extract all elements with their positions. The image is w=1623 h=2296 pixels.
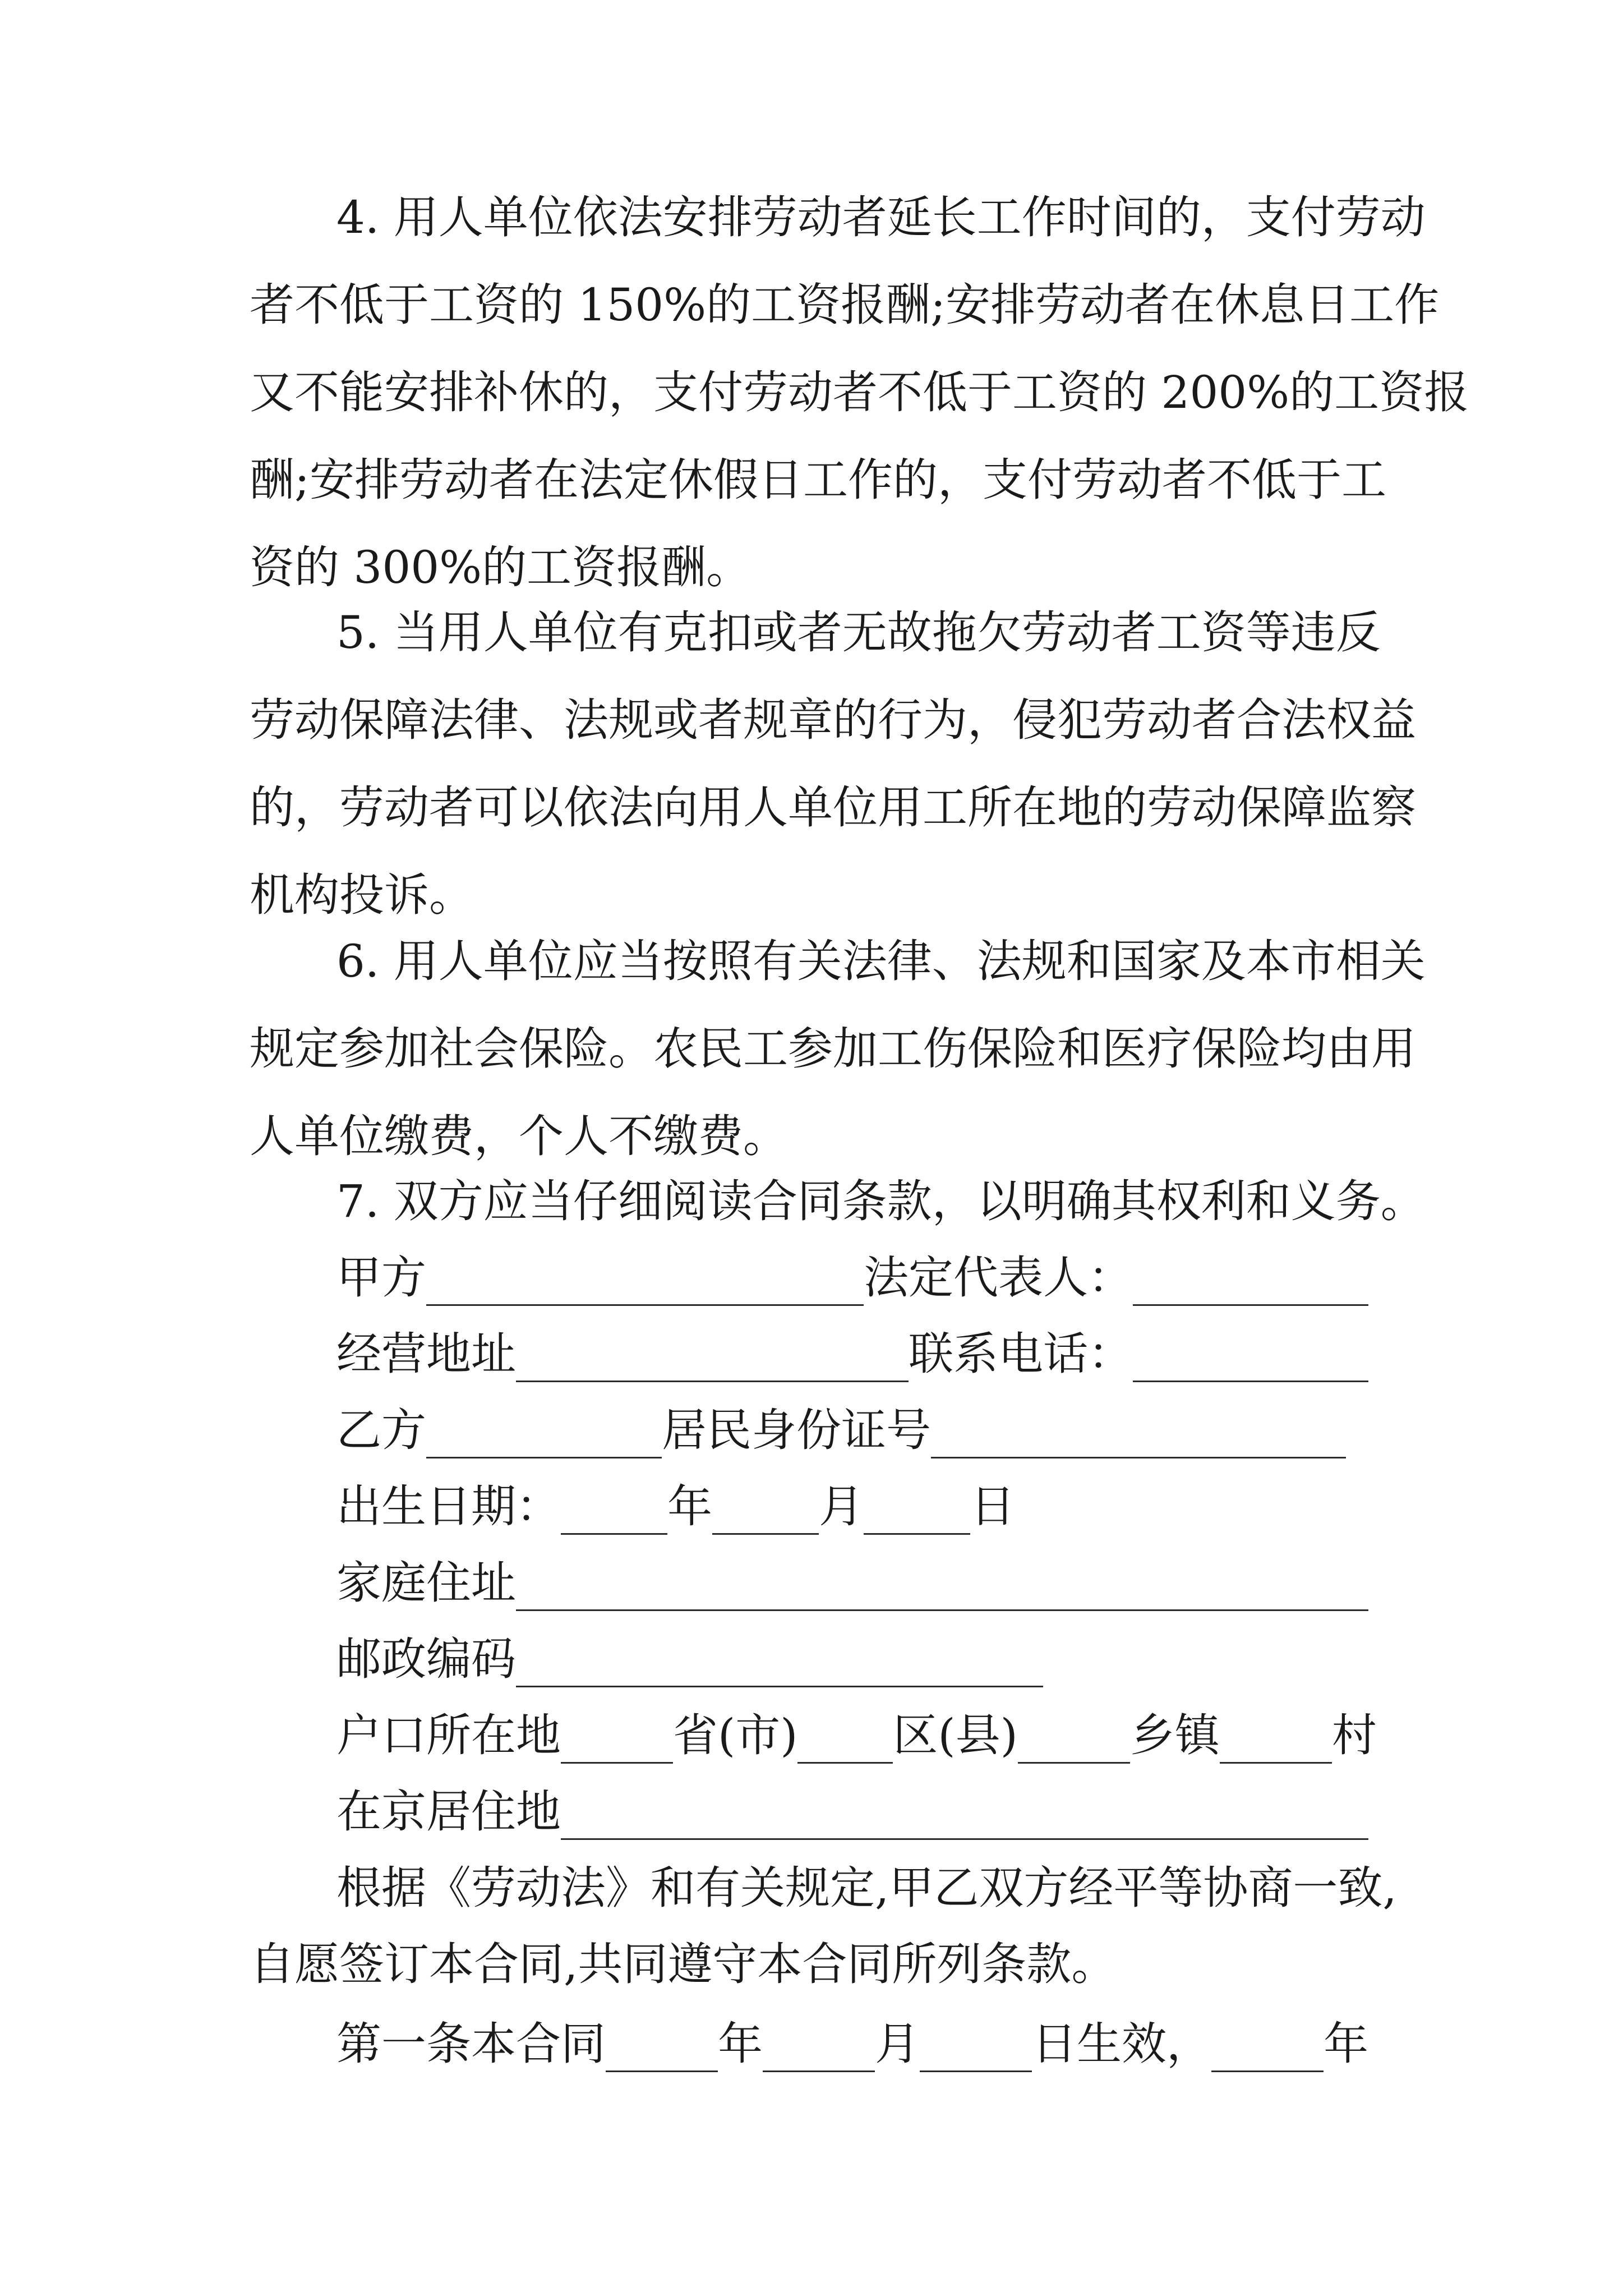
preamble-text-2: 自愿签订本合同,共同遵守本合同所列条款。 — [250, 1938, 1117, 1990]
article-1-month-label: 月 — [875, 2018, 920, 2070]
clause-6-text-2: 规定参加社会保险。农民工参加工伤保险和医疗保险均由用 — [250, 1023, 1416, 1075]
article-1-year-label: 年 — [718, 2018, 763, 2070]
clause-6-line-3 — [250, 1108, 788, 1165]
clause-4-text-1: 4. 用人单位依法安排劳动者延长工作时间的，支付劳动 — [336, 191, 1426, 243]
party-a-blank[interactable] — [426, 1258, 864, 1306]
clause-6-text-1: 6. 用人单位应当按照有关法律、法规和国家及本市相关 — [336, 935, 1426, 987]
birth-year-label: 年 — [667, 1480, 712, 1533]
district-label: 区(县) — [893, 1709, 1018, 1761]
preamble-line-2 — [250, 1936, 1116, 1993]
phone-label: 联系电话： — [909, 1328, 1133, 1380]
province-label: 省(市) — [673, 1709, 798, 1761]
article-1-month-blank[interactable] — [763, 2024, 875, 2072]
clause-4-line-1 — [336, 190, 1426, 246]
preamble-text-1: 根据《劳动法》和有关规定,甲乙双方经平等协商一致, — [336, 1862, 1397, 1914]
village-blank[interactable] — [1220, 1716, 1332, 1764]
form-row-birth-date — [336, 1479, 1015, 1535]
business-address-blank[interactable] — [516, 1335, 909, 1382]
form-row-beijing-residence — [336, 1784, 1368, 1840]
village-label: 村 — [1331, 1709, 1377, 1761]
party-a-label: 甲方 — [336, 1251, 426, 1304]
postal-code-label: 邮政编码 — [336, 1633, 516, 1685]
clause-4-text-5: 资的 300%的工资报酬。 — [250, 541, 751, 593]
clause-4-line-5 — [250, 540, 751, 596]
form-row-business-address — [336, 1326, 1368, 1382]
clause-4-text-2: 者不低于工资的 150%的工资报酬;安排劳动者在休息日工作 — [250, 279, 1440, 331]
business-address-label: 经营地址 — [336, 1328, 516, 1380]
birth-month-blank[interactable] — [712, 1487, 819, 1535]
clause-5-text-3: 的，劳动者可以依法向用人单位用工所在地的劳动保障监察 — [250, 781, 1416, 834]
home-address-blank[interactable] — [516, 1563, 1368, 1611]
form-row-party-b — [336, 1402, 1346, 1458]
clause-4-text-3: 又不能安排补休的，支付劳动者不低于工资的 200%的工资报 — [250, 366, 1469, 418]
preamble-line-1 — [336, 1860, 1397, 1916]
article-1-line-1 — [336, 2016, 1368, 2072]
clause-5-line-4 — [250, 867, 474, 923]
legal-rep-blank[interactable] — [1133, 1258, 1368, 1306]
birth-day-label: 日 — [970, 1480, 1015, 1533]
id-number-label: 居民身份证号 — [662, 1404, 931, 1456]
clause-4-line-3 — [250, 365, 1469, 421]
clause-6-line-2 — [250, 1021, 1416, 1077]
birth-date-label: 出生日期： — [336, 1480, 561, 1533]
clause-5-text-2: 劳动保障法律、法规或者规章的行为，侵犯劳动者合法权益 — [250, 694, 1416, 746]
clause-4-line-4 — [250, 452, 1386, 508]
clause-5-text-1: 5. 当用人单位有克扣或者无故拖欠劳动者工资等违反 — [336, 606, 1381, 659]
birth-year-blank[interactable] — [561, 1487, 667, 1535]
article-1-year2-blank[interactable] — [1211, 2024, 1324, 2072]
party-b-label: 乙方 — [336, 1404, 426, 1456]
province-blank[interactable] — [561, 1716, 673, 1764]
phone-blank[interactable] — [1133, 1335, 1368, 1382]
beijing-residence-label: 在京居住地 — [336, 1786, 561, 1838]
beijing-residence-blank[interactable] — [561, 1792, 1368, 1840]
article-1-year-blank[interactable] — [606, 2024, 718, 2072]
form-row-home-address — [336, 1555, 1368, 1611]
district-blank[interactable] — [797, 1716, 893, 1764]
clause-7-line-1 — [336, 1174, 1426, 1230]
clause-5-line-2 — [250, 692, 1416, 748]
clause-6-line-1 — [336, 933, 1426, 990]
home-address-label: 家庭住址 — [336, 1557, 516, 1609]
form-row-party-a — [336, 1250, 1368, 1306]
clause-5-text-4: 机构投诉。 — [250, 869, 474, 921]
birth-month-label: 月 — [819, 1480, 864, 1533]
article-1-prefix: 第一条本合同 — [336, 2018, 606, 2070]
clause-7-text-1: 7. 双方应当仔细阅读合同条款，以明确其权利和义务。 — [336, 1175, 1426, 1227]
township-blank[interactable] — [1018, 1716, 1130, 1764]
clause-5-line-1 — [336, 605, 1381, 661]
form-row-postal-code — [336, 1631, 1043, 1687]
birth-day-blank[interactable] — [864, 1487, 970, 1535]
party-b-blank[interactable] — [426, 1411, 662, 1458]
township-label: 乡镇 — [1129, 1709, 1220, 1761]
article-1-year2-label: 年 — [1324, 2018, 1368, 2070]
postal-code-blank[interactable] — [516, 1640, 1043, 1687]
clause-4-line-2 — [250, 277, 1439, 333]
clause-5-line-3 — [250, 780, 1416, 836]
article-1-effective-label: 日生效， — [1032, 2018, 1211, 2070]
hukou-label: 户口所在地 — [336, 1709, 561, 1761]
form-row-hukou — [336, 1708, 1377, 1764]
id-number-blank[interactable] — [931, 1411, 1346, 1458]
article-1-day-blank[interactable] — [920, 2024, 1032, 2072]
clause-4-text-4: 酬;安排劳动者在法定休假日工作的，支付劳动者不低于工 — [250, 454, 1386, 506]
clause-6-text-3: 人单位缴费，个人不缴费。 — [250, 1110, 788, 1162]
legal-rep-label: 法定代表人： — [864, 1251, 1133, 1304]
